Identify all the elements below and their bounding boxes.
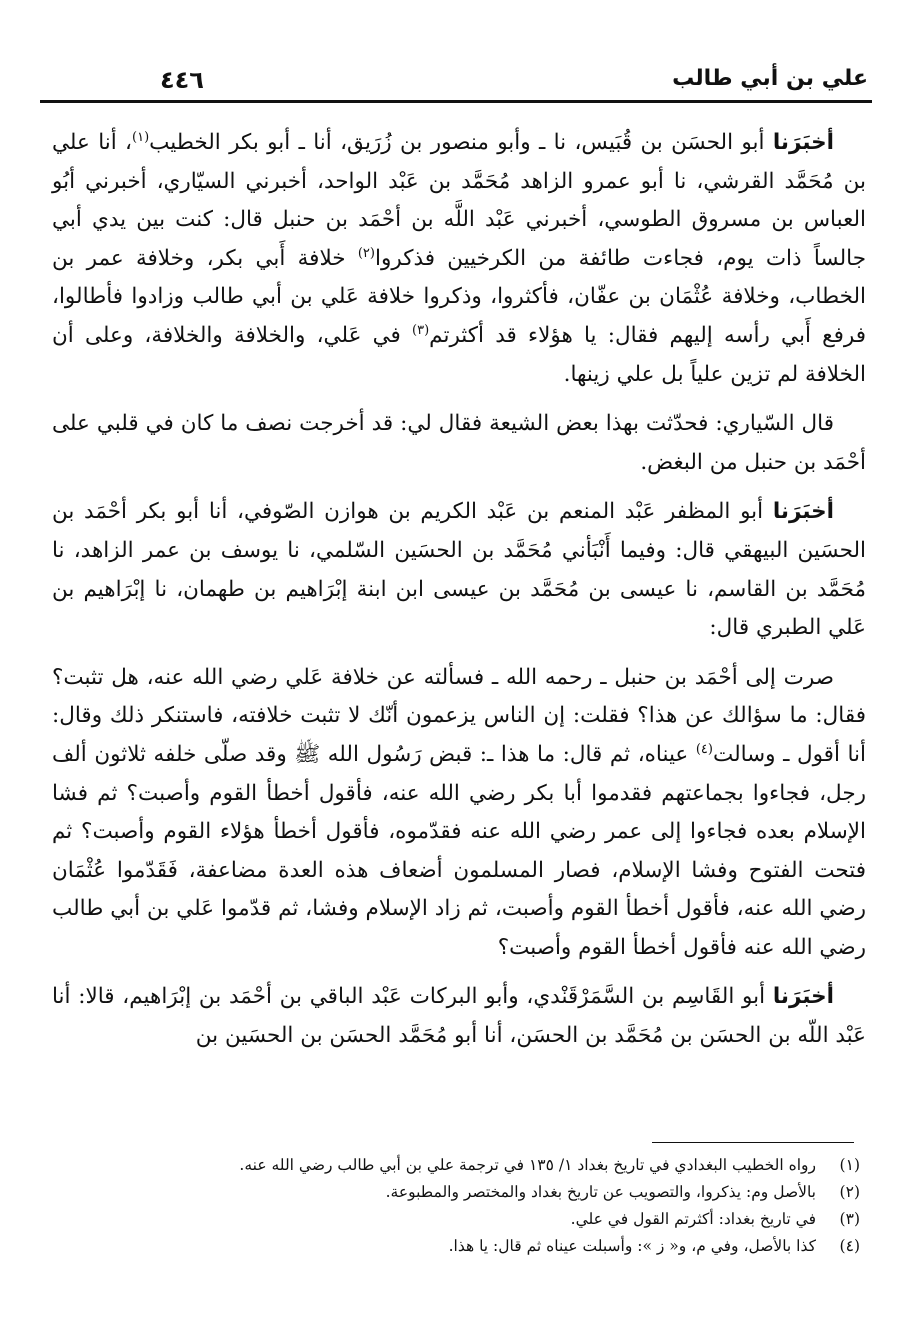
footnote xyxy=(140,1206,860,1233)
footnotes xyxy=(140,1152,860,1260)
paragraph-lead-word: أخبَرَنا xyxy=(772,130,834,155)
paragraph-text: في عَلي، والخلافة والخلافة، وعلى أن الخلافة لم تزين علياً بل علي زينها. xyxy=(52,322,866,387)
footnote-text: بالأصل وم: يذكروا، والتصويب عن تاريخ بغداد والمختصر والمطبوعة. xyxy=(385,1183,816,1201)
paragraph xyxy=(52,659,866,968)
paragraph-text: ، أنا علي بن مُحَمَّد القرشي، نا أبو عمرو الزاهد مُحَمَّد بن عَبْد الواحد، أخبرني السيّاري، أخبرني أبُو العباس بن مسروق الطوسي، أخبرني عَبْد اللَّه بن أحْمَد بن حنبل قال: كنت بين يدي أبي جالساً ذات يوم، فجاءت طائفة من الكرخيين فذكروا xyxy=(52,130,866,271)
footnote-number: (٢) xyxy=(839,1183,860,1201)
paragraph-text: أبو الحسَن بن قُبَيس، نا ـ وأبو منصور بن زُرَيق، أنا ـ أبو بكر الخطيب xyxy=(149,130,773,155)
paragraph xyxy=(52,124,866,394)
paragraph-text: عيناه، ثم قال: ما هذا ـ: قبض رَسُول الله ﷺ وقد صلّى خلفه ثلاثون ألف رجل، فجاءوا بجماعتهم فقدموا أبا بكر رضي الله عنه، فأقول أخطأ القوم وأصبت؟ ثم فشا الإسلام بعده فجاءوا إلى عمر رضي الله عنه فقدّموه، فأقول أخطأ هؤلاء القوم وأصبت؟ ثم فتحت الفتوح وفشا الإسلام، فصار المسلمون أضعاف هذه العدة مضاعفة، فَقَدّموا عُثْمَان رضي الله عنه، فأقول أخطأ القوم وأصبت، ثم زاد الإسلام وفشا، ثم قدّموا عَلي بن أبي طالب رضي الله عنه فأقول أخطأ القوم وأصبت؟ xyxy=(52,741,866,960)
footnote-reference: (٢) xyxy=(357,245,375,261)
footnote-text: رواه الخطيب البغدادي في تاريخ بغداد ١/ ١٣٥ في ترجمة علي بن أبي طالب رضي الله عنه. xyxy=(239,1156,816,1174)
footnote-number: (٣) xyxy=(839,1210,860,1228)
footnote xyxy=(140,1179,860,1206)
paragraph-text: خلافة أَبي بكر، وخلافة عمر بن الخطاب، وخلافة عُثْمَان بن عفّان، فأكثروا، وذكروا خلافة عَلي بن أبي طالب وزادوا فأطالوا، فرفع أَبي رأسه إليهم فقال: يا هؤلاء قد أكثرتم xyxy=(52,245,866,348)
paragraph-text: قال السّياري: فحدّثت بهذا بعض الشيعة فقال لي: قد أخرجت نصف ما كان في قلبي على أحْمَد بن حنبل من البغض. xyxy=(52,411,866,475)
paragraph-lead-word: أخبَرَنا xyxy=(772,984,834,1010)
page-number: ٤٤٦ xyxy=(160,66,204,94)
paragraph xyxy=(52,978,866,1055)
footnote xyxy=(140,1233,860,1260)
footnote-text: في تاريخ بغداد: أكثرتم القول في علي. xyxy=(570,1210,816,1228)
paragraph-text: أبو المظفر عَبْد المنعم بن عَبْد الكريم بن هوازن الصّوفي، أنا أبو بكر أحْمَد بن الحسَين البيهقي قال: وفيما أَنْبَأني مُحَمَّد بن الحسَين السّلمي، نا يوسف بن عمر الزاهد، نا مُحَمَّد بن القاسم، نا عيسى بن مُحَمَّد بن عيسى ابن ابنة إبْرَاهيم بن طهمان، نا إبْرَاهيم بن عَلي الطبري قال: xyxy=(52,499,866,641)
paragraph-text: صرت إلى أحْمَد بن حنبل ـ رحمه الله ـ فسألته عن خلافة عَلي رضي الله عنه، هل تثبت؟ فقال: ما سؤالك عن هذا؟ فقلت: إن الناس يزعمون أنّك لا تثبت خلافته، فاستنكر ذلك وقال: أنا أقول ـ وسالت xyxy=(52,664,866,767)
footnote xyxy=(140,1152,860,1179)
paragraph-text: أبو القَاسِم بن السَّمَرْقَنْدي، وأبو البركات عَبْد الباقي بن أحْمَد بن إبْرَاهيم، قالا: أنا عَبْد اللّه بن الحسَن بن مُحَمَّد بن الحسَن، أنا أبو مُحَمَّد الحسَن بن الحسَين بن xyxy=(52,984,866,1049)
paragraph-lead-word: أخبَرَنا xyxy=(772,499,834,525)
footnote-reference: (٣) xyxy=(412,322,430,338)
footnote-reference: (١) xyxy=(132,129,150,145)
running-title: علي بن أبي طالب xyxy=(672,66,868,91)
paragraph xyxy=(52,493,866,647)
page-header xyxy=(40,60,872,103)
footnote-text: كذا بالأصل، وفي م، و« ز »: وأسبلت عيناه ثم قال: يا هذا. xyxy=(448,1237,816,1255)
footnote-separator xyxy=(652,1142,854,1143)
paragraph xyxy=(52,405,866,482)
footnote-number: (١) xyxy=(839,1156,860,1174)
footnote-number: (٤) xyxy=(839,1237,860,1255)
main-text xyxy=(52,124,866,1067)
footnote-reference: (٤) xyxy=(695,741,713,757)
